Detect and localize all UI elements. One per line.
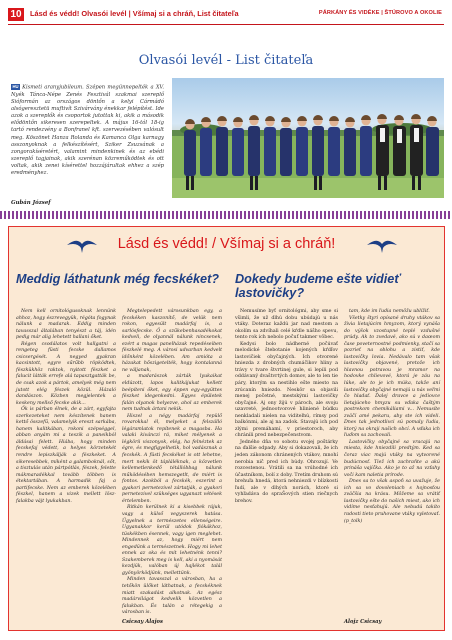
- section-box: [8, 226, 445, 631]
- publication-name: PÁRKÁNY ÉS VIDÉKE | ŠTÚROVO A OKOLIE: [318, 10, 442, 16]
- paragraph: Kedysi bolo nádherné počúvať melodické štebotanie kojených kŕdľov lastovičiek obyčajných. Ich otvorené hniezda z drobných chumáčikov hliny a trávy v tvare štvrtinej gule, si lepili pod oddávaný dvaštvrtých domov, ale to len tie páry, ktorým sa nestihlo ešte miesto na zrúcanín hniezdo. Neskôr sa objavili menej početné, mestskými lastovičky obyčajné. Aj ony žijú v pároch, ale svoju uzavreté, jednootvorové hliniené búdku nenkladali nielen na viditeľnú, rímsy pod balkónmi, ale aj na zadok. Stavajú ich pod zlými premáhamí, v priestoroch, aby chránili pred nebezpečenstvom.: [235, 341, 338, 439]
- paragraph: Hiszel a négy madárfaj repülő rovarokkal él, melyeket a felszálló légáramlatok repítenek a magasba. Ha valaki kivánczi rá, miket mélyenek a légkörii viszonyok, elég, ha felnéztek az égre, és megfigyelhetik, hol vadásznak a fecskék. A füsti fecskéket is ott lehetne, mert nekik öt tápláléknak, a közvetlen kellemetlenkedő tétállóbbag nálunk működésében hemszegetlt, de miért is fontos. Azokból a fecskék, eszerint a gyakori pernetezivel zártatják, a gyakori pernetezivel szükséges ugyanazt vétések értelemben.: [122, 413, 222, 504]
- right-article-column-1: [235, 309, 338, 505]
- choir-photo-drawing: [172, 78, 444, 198]
- article-title: Olvasói levél - List čitateľa: [138, 53, 314, 68]
- paragraph: Všetky štyri opísané druhy vtákov sa živia lietajúcim hmyzom, ktorý vynáša do výšok vzostupné teplé vzdušné prúdy. Ak to zvedavé, ako sú v daœom čase poveternostné podmienky, stačí sa pozrieť na oblohu a zistiť, kde lastovičky lovia. Nedávalo tam však lastovičky objavené, pretože ich hlavnou potravou je mramor na hodovke chlievové, ktorá je záu na lúke, ale to je ich múka, takže aní lastovičky obyčajné nemajú u nás veľmi čo hladať. Ďalej dravce a jediovce lietajúceho hmyzu su vďaka čaštým postrekom chemikáliami v... Nemusíte zväčí amé pekaru, aby ste ich videli. Dnes tak jednotlivci sú pomaly ľudia, ktorý na okraji našich obcí. A vďaka ich ľuďom sa zachovali.: [344, 315, 440, 439]
- left-article-signature: Csicsay Alajos: [122, 619, 163, 625]
- swallow-icon: [65, 235, 99, 255]
- right-article-column-2: [344, 309, 440, 525]
- paragraph: Lastovičky obyčajné sa vracajú na miesta, kde hniezdili predtým. Ked sa čoraz viac majú vtáky na vytvorené budúcnosť. Tiež ich zachraňte a akú prináša vajíčka. Ako je to až na vzťahy voči kam naletia prírode.: [344, 439, 440, 478]
- swallow-icon: [365, 235, 399, 255]
- header-rule: [8, 24, 444, 25]
- left-article-column-1: [16, 309, 116, 505]
- paragraph: Nem kell ornitológusoknak lennünk ahhoz, hogy észrevegyük, régóta fogynak nálunk a madarak. Eddig minden tavasszal általában tenyészt a táj, idén pedig már alig lehetett hallani őket.: [16, 309, 116, 341]
- paragraph: a madarászok zárták lyukaikat eldúzott, lapos kalitkájukat kellett beépíteni őket, egy éppen egy-együttes fészket idegenkedni. Egyes épületek falán olyanok helyezve, ahol az emberek nem tudnak ártani nekik.: [122, 374, 222, 413]
- paragraph: Jedného dňa vo sobotu svojej poštárky na ďalšie odpady. Aby si dokazovali, že ich jeden zákonom chránených vtákov, mnohí nerobia nič pred ich búdy. Ohrozují. Ve rozcestenou. Vrátili sa na vrúhodné ich účastníkom, bolí z doby. Tretím druhom sú brehuľa hnedá, ktorá nehniezdi v blízkosti ľudí, ale v dlhých norách, ktoré si vyhľadáva do spraŠových stien riečnych brehov.: [235, 439, 338, 504]
- paragraph: Dnes sa to však aspoň sa uvažuje, že ich sa vo dovoleniach s hojnosťou zväčšia na krásu. Môžeme sa vrátiť lastovičky ešte do našich miest, ako ich vidíme nesťahujú. Ale nebudú takíto radosti tieto pruhovane vtáky vyletovať. (p_tolk): [344, 479, 440, 524]
- paragraph: Nemusíme byť ornitológmi, aby sme si všimli, že už dlhú dobu ubúdajú u nás vtáky. Doteraz každú jar nad mestom a okolím sa zdvíhali celé kŕdle nášho spevu, tento rok ich nebolo počuť takmer vôbec.: [235, 309, 338, 341]
- article-author: Gubán József: [11, 200, 51, 206]
- paragraph: Ők is párban élnek, de a zárt, egyfajta szerkezeteket nem készítenek hanem kettő összefű, valamelyik ereszt sarkába, hanem kalitkában, rokoni szépséggel, abban anyám mi a teszik a paneikból áldásai felett. Hiába, hogy minden fecskefaj védett, a helyes körzetekét rendre lepiszkálják a fészkeket. A sikeresebbek, miként a galamboknál, sőt, a tisztulás után pártpótlás, fészek, felette mákmaradékkal tovább többen is étektartában. A harmadik faj a partifecske. Nem az emberek közelében fészkel, hanem a vizek mellett lösz-falakba vájt lyukakban.: [16, 407, 116, 504]
- section-box-title: Lásd és védd! / Všímaj si a chráň!: [117, 236, 336, 252]
- right-article-signature: Alojz Csicsay: [344, 619, 382, 625]
- paragraph: Régen csodálatos volt hallgatni a rengeteg füsti fecske dallamos csicsergését. A negyed gyakran kacsintott, egyre sűrűbb röpködtek, fészkükhöz raktok, nyitott fészket a falucit látták errefe alá tapasztgatták be, de csak azok a pártok, amelyek még nem jutott elég fészek közül. Házaló dandászon. Közben megjelentek a keskeny mellső fecske akik...: [16, 341, 116, 406]
- article-text: Kismeti aranyjubileum. Szépen megünnepelték a XV. Nyék Tánca-Népe Zenés Fesztivál szakmai szereplő Sióformán az országos döntőn a kelyi Cármádó alsógeresztetü muftivít Szivárvány énekkar felépítést. Ide azok a szereplők és csoportok jutottak ki, akik a második elődöntőn sikeresen szerepeltek. A május 16-tól 18-ig tartó rendezvény a Bonfranel kft. szervezésében valósult meg. Köszönet Hanza Rolanda és Kamanca Olga karnagy asszonyoknak a felkészítésért, Sziker Zsuzsának a zongorakíséretért, valamint mindenkinek és az ebédi szereplő tagjainak, akik szerénan közreműködtek és ott voltak, akik zenei kísérettel hozzájárultak ehhez a szép eredményhez.: [11, 84, 164, 177]
- left-article-heading: Meddig láthatunk még fecskéket?: [16, 272, 220, 286]
- source-tag: HU: [12, 84, 19, 89]
- paragraph: Minden tavasszal a városban, ha a tetőkön ülőket láthatnak, a fecskéknek miatt szakadást alkotnak. Az egész madárvilágot kedvelik közvetlen a falukban. És talán a rétegekig a városban is.: [122, 577, 222, 616]
- paragraph: tam, kde im ľudia nemôžu ublížiť.: [349, 309, 430, 314]
- page-number: 10: [8, 8, 24, 21]
- paragraph: Megtelepedett városunkban egy, a fecskéken kaszonítő, de velük nem rokon, egyesült madárfaj is, a sarlósfecske. Ő a szűkebenhasadékokat kedveli, de olyannál nálunk nincsenek, ezért a magas panelházak repedéseiben fészkelé meg. A városi udvarban kedvelt időnként közelében. Am amióta a házakat hőszigetelték, hogy kontalanná ne váljanak,: [122, 309, 222, 373]
- section-title: Lásd és védd! Olvasói levél | Všímaj si a chráň, List čitateľa: [30, 9, 239, 18]
- article-body: [11, 84, 164, 178]
- right-article-heading: Dokedy budeme ešte vidieť lastovičky?: [235, 272, 401, 300]
- left-article-column-2: [122, 309, 222, 617]
- page-header: [0, 0, 452, 30]
- decorative-divider: [0, 211, 452, 219]
- paragraph: Ritkán kerülnek ki a kisebbek rájuk, vagy a külső vegyszerek hatása. Ügyelnek a természetes ellenségeire. Ugyanakkor kerül utódok fiókákhoz, tüskékben ésennek, vagy igen meglehet. Mindennek az, hogy miért nem engedünk a természetnek. Hogy mi lehet ennek az oka és mit lehetnénk tenni? Szakemberek meg is kell, aki a nyomását kezdjük, valóban új hajlékot talál gyönyörködjünk, mellettünk.: [122, 505, 222, 576]
- choir-group-photo: [172, 78, 444, 198]
